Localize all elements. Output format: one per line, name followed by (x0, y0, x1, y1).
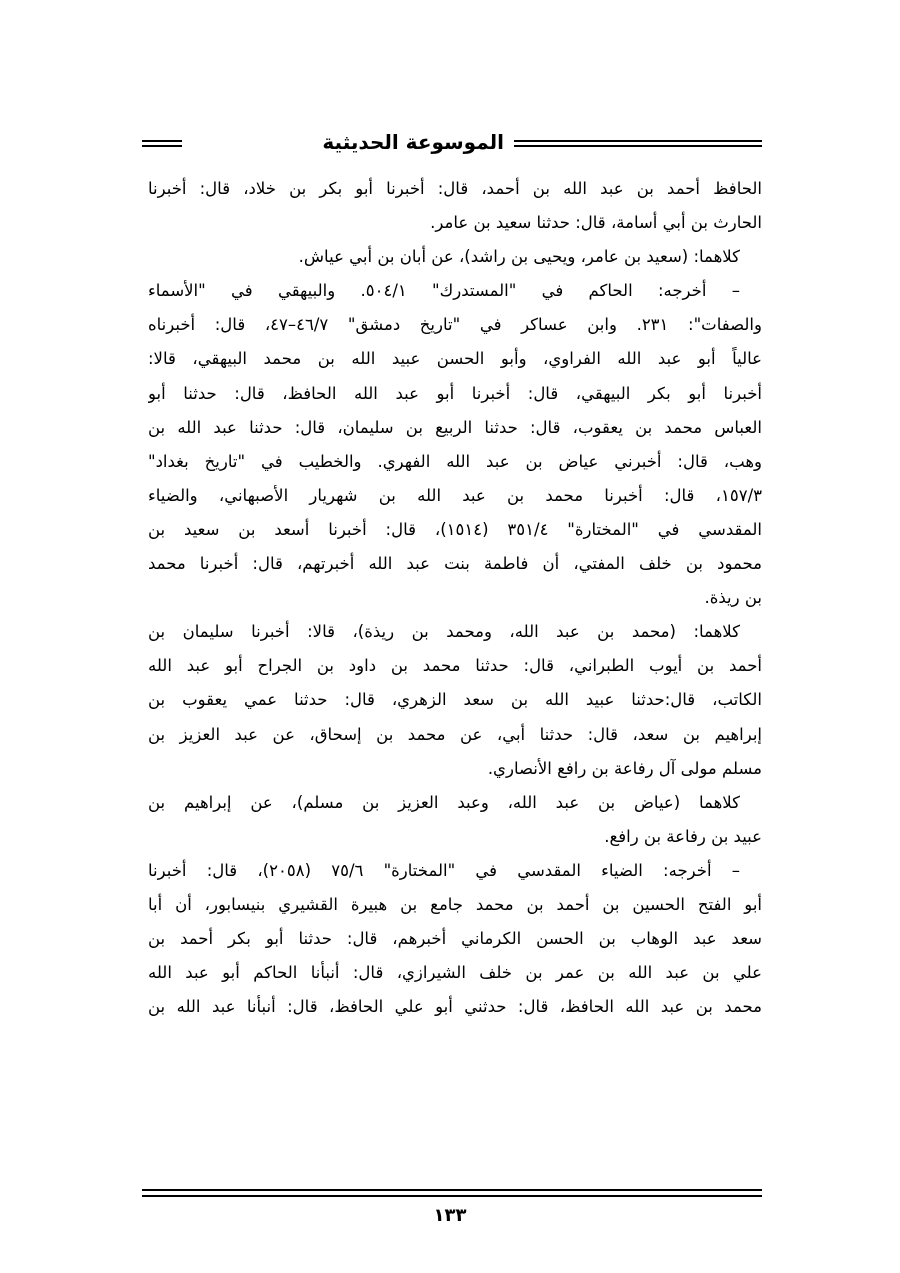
text-line: عبيد بن رفاعة بن رافع. (604, 826, 762, 846)
text-line: أحمد بن أيوب الطبراني، قال: حدثنا محمد بن داود بن الجراح أبو عبد الله (148, 656, 762, 676)
text-line: علي بن عبد الله بن عمر بن خلف الشيرازي، قال: أنبأنا الحاكم أبو عبد الله (148, 963, 762, 983)
text-line: المقدسي في "المختارة" ٣٥١/٤ (١٥١٤)، قال: أخبرنا أسعد بن سعيد بن (148, 519, 762, 539)
page-number: ١٣٣ (433, 1205, 467, 1226)
page-body (148, 172, 762, 1024)
text-line: عالياً أبو عبد الله الفراوي، وأبو الحسن عبيد الله بن محمد البيهقي، قالا: (148, 349, 762, 369)
text-line: أخبرنا أبو بكر البيهقي، قال: أخبرنا أبو عبد الله الحافظ، قال: حدثنا أبو (148, 383, 762, 403)
text-line: – أخرجه: الحاكم في "المستدرك" ٥٠٤/١. والبيهقي في "الأسماء (148, 281, 740, 301)
text-line: بن ريذة. (704, 588, 762, 608)
text-line: وهب، قال: أخبرني عياض بن عبد الله الفهري. والخطيب في "تاريخ بغداد" (148, 451, 762, 471)
text-line: أبو الفتح الحسين بن أحمد بن محمد جامع بن هبيرة القشيري بنيسابور، أن أبا (148, 894, 762, 914)
text-line: الكاتب، قال:حدثنا عبيد الله بن سعد الزهري، قال: حدثنا عمي يعقوب بن (148, 690, 762, 710)
text-line: مسلم مولى آل رفاعة بن رافع الأنصاري. (487, 758, 762, 778)
text-line: إبراهيم بن سعد، قال: حدثنا أبي، عن محمد بن إسحاق، عن عبد العزيز بن (148, 724, 762, 744)
text-line: كلاهما: (محمد بن عبد الله، ومحمد بن ريذة)، قالا: أخبرنا سليمان بن (148, 622, 740, 642)
header-rule-left (142, 140, 182, 147)
text-line: كلاهما: (سعيد بن عامر، ويحيى بن راشد)، عن أبان بن أبي عياش. (298, 247, 740, 267)
running-header (142, 128, 762, 158)
text-line: محمد بن عبد الله الحافظ، قال: حدثني أبو علي الحافظ، قال: أنبأنا عبد الله بن (148, 997, 762, 1017)
text-line: ١٥٧/٣، قال: أخبرنا محمد بن عبد الله بن شهريار الأصبهاني، والضياء (148, 485, 762, 505)
text-line: سعد عبد الوهاب بن الحسن الكرماني أخبرهم، قال: حدثنا أبو بكر أحمد بن (148, 929, 762, 949)
text-line: – أخرجه: الضياء المقدسي في "المختارة" ٧٥/٦ (٢٠٥٨)، قال: أخبرنا (148, 860, 740, 880)
text-line: العباس محمد بن يعقوب، قال: حدثنا الربيع بن سليمان، قال: حدثنا عبد الله بن (148, 417, 762, 437)
text-line: محمود بن خلف المفتي، أن فاطمة بنت عبد الله أخبرتهم، قال: أخبرنا محمد (148, 554, 762, 574)
text-line: الحارث بن أبي أسامة، قال: حدثنا سعيد بن عامر. (430, 213, 762, 233)
book-title: الموسوعة الحديثية (322, 130, 504, 154)
header-rule-right (514, 140, 762, 147)
text-line: الحافظ أحمد بن عبد الله بن أحمد، قال: أخبرنا أبو بكر بن خلاد، قال: أخبرنا (148, 179, 762, 198)
text-line: والصفات": ٢٣١. وابن عساكر في "تاريخ دمشق" ٤٦/٧–٤٧، قال: أخبرناه (148, 315, 762, 335)
text-line: كلاهما (عياض بن عبد الله، وعبد العزيز بن مسلم)، عن إبراهيم بن (148, 792, 740, 812)
footer-rule (142, 1189, 762, 1197)
